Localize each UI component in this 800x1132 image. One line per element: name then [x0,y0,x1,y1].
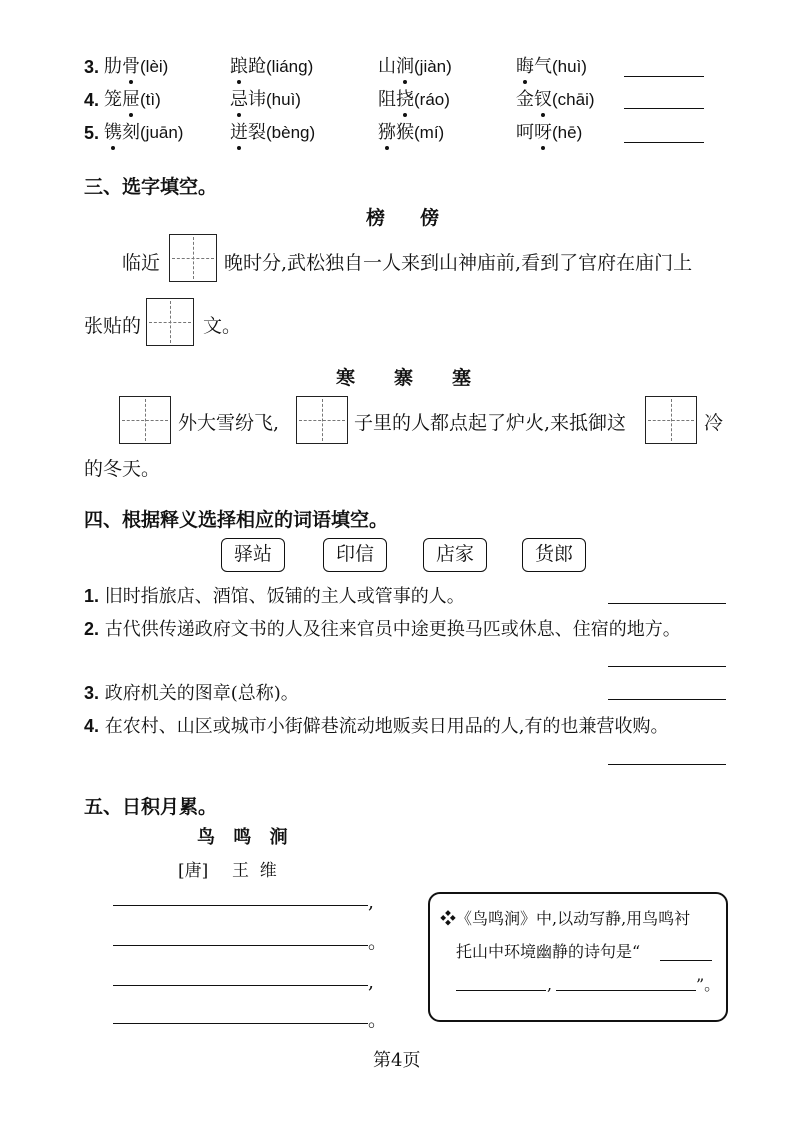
sentence-text: 文。 [203,315,242,337]
poem-author: 王 维 [232,861,277,881]
sentence-text: 冷 [704,412,724,434]
sentence-text: 张贴的 [84,315,142,337]
answer-blank[interactable] [456,990,546,991]
answer-blank[interactable] [608,603,726,604]
word-choice: 货郎 [522,538,586,572]
choice-char: 榜 [366,207,386,229]
item-number: 5. [84,123,100,143]
choice-char: 傍 [420,207,440,229]
answer-blank[interactable] [624,76,704,77]
choice-char: 寨 [394,367,414,389]
pinyin-item: 踉跄(liáng) [230,56,314,77]
item-number: 4. [84,90,100,110]
section-title: 四、根据释义选择相应的词语填空。 [84,510,389,531]
poem-title: 鸟 鸣 涧 [197,827,294,848]
punctuation: , [368,891,375,913]
pinyin-item: 忌讳(huì) [230,89,301,110]
pinyin-item: 晦气(huì) [516,56,587,77]
punctuation: , [368,971,375,993]
sentence-text: 外大雪纷飞, [178,412,280,434]
pinyin-item: 阻挠(ráo) [378,89,450,110]
answer-blank[interactable] [608,764,726,765]
pinyin-item: 猕猴(mí) [378,122,445,143]
poem-line-blank[interactable] [113,1023,368,1024]
word-choice: 印信 [323,538,387,572]
sentence-text: 子里的人都点起了炉火,来抵御这 [354,412,627,434]
word-choice: 驿站 [221,538,285,572]
char-box[interactable] [296,396,348,444]
section-title: 五、日积月累。 [84,797,218,818]
answer-blank[interactable] [556,990,696,991]
poem-dynasty: [唐] [178,861,209,881]
pinyin-item: 笼屉(tì) [104,89,161,110]
hint-text: ❖《鸟鸣涧》中,以动写静,用鸟鸣衬 [440,909,691,928]
poem-line-blank[interactable] [113,945,368,946]
word-choice: 店家 [423,538,487,572]
pinyin-item: 山涧(jiàn) [378,56,452,77]
char-box[interactable] [169,234,217,282]
char-box[interactable] [146,298,194,346]
answer-blank[interactable] [660,960,712,961]
row-number [84,58,99,77]
pinyin-item: 金钗(chāi) [516,89,595,110]
question: 2. 古代供传递政府文书的人及往来官员中途更换马匹或休息、住宿的地方。 [84,619,681,640]
poem-line-blank[interactable] [113,985,368,986]
punctuation: 。 [368,1009,388,1031]
poem-line-blank[interactable] [113,905,368,906]
choice-char: 寒 [336,367,356,389]
pinyin-item: 镌刻(juān) [104,122,184,143]
choice-char: 塞 [452,367,472,389]
answer-blank[interactable] [608,699,726,700]
answer-blank[interactable] [608,666,726,667]
question: 1. 旧时指旅店、酒馆、饭铺的主人或管事的人。 [84,586,465,607]
item-number: 3. [84,57,100,77]
char-box[interactable] [645,396,697,444]
question: 3. 政府机关的图章(总称)。 [84,683,299,704]
page-number: 第4页 [373,1050,421,1071]
char-box[interactable] [119,396,171,444]
section-title: 三、选字填空。 [84,177,218,198]
answer-blank[interactable] [624,142,704,143]
hint-text: , [547,975,553,994]
sentence-text: 的冬天。 [84,458,161,480]
answer-blank[interactable] [624,108,704,109]
sentence-text: 临近 [122,252,161,274]
pinyin-item: 迸裂(bèng) [230,122,316,143]
pinyin-item: 呵呀(hē) [516,122,583,143]
pinyin-item: 肋骨(lèi) [104,56,169,77]
hint-text: 托山中环境幽静的诗句是“ [456,942,641,961]
punctuation: 。 [368,931,388,953]
question: 4. 在农村、山区或城市小街僻巷流动地贩卖日用品的人,有的也兼营收购。 [84,716,669,737]
hint-text: ”。 [696,975,721,994]
sentence-text: 晚时分,武松独自一人来到山神庙前,看到了官府在庙门上 [224,252,693,274]
